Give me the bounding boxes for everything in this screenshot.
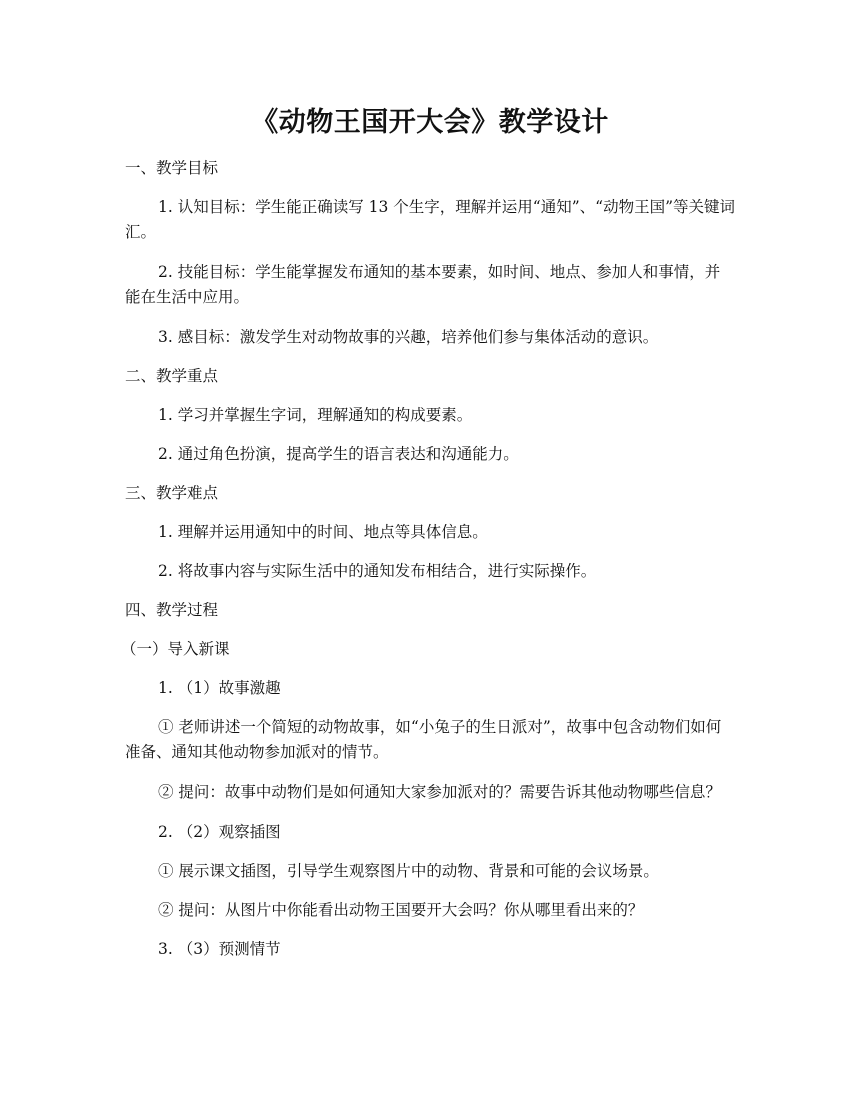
paragraph: 3. 感目标：激发学生对动物故事的兴趣，培养他们参与集体活动的意识。 [158, 328, 659, 346]
paragraph: ① 展示课文插图，引导学生观察图片中的动物、背景和可能的会议场景。 [158, 862, 659, 880]
paragraph: 3. （3）预测情节 [158, 940, 281, 958]
document-title: 《动物王国开大会》教学设计 [251, 107, 609, 138]
paragraph: 2. 技能目标：学生能掌握发布通知的基本要素，如时间、地点、参加人和事情，并能在生活中应用。 [125, 263, 721, 306]
paragraph: 1. （1）故事激趣 [158, 679, 281, 697]
paragraph: ② 提问：从图片中你能看出动物王国要开大会吗？你从哪里看出来的？ [158, 901, 644, 919]
paragraph: 1. 认知目标：学生能正确读写 13 个生字，理解并运用“通知”、“动物王国”等关键词汇。 [125, 198, 735, 241]
paragraph: 1. 学习并掌握生字词，理解通知的构成要素。 [158, 406, 473, 424]
paragraph: ② 提问：故事中动物们是如何通知大家参加派对的？需要告诉其他动物哪些信息？ [158, 783, 721, 801]
section-heading: 四、教学过程 [125, 601, 219, 619]
paragraph: 2. 通过角色扮演，提高学生的语言表达和沟通能力。 [158, 445, 519, 463]
document-body [121, 156, 735, 976]
paragraph: 2. （2）观察插图 [158, 823, 281, 841]
paragraph: 2. 将故事内容与实际生活中的通知发布相结合，进行实际操作。 [158, 562, 597, 580]
paragraph: 1. 理解并运用通知中的时间、地点等具体信息。 [158, 523, 488, 541]
section-heading: 三、教学难点 [125, 484, 219, 502]
section-heading: 二、教学重点 [125, 367, 219, 385]
subsection-heading: （一）导入新课 [121, 640, 230, 658]
section-heading: 一、教学目标 [125, 159, 219, 177]
paragraph: ① 老师讲述一个简短的动物故事，如“小兔子的生日派对”，故事中包含动物们如何准备、通知其他动物参加派对的情节。 [125, 718, 722, 761]
